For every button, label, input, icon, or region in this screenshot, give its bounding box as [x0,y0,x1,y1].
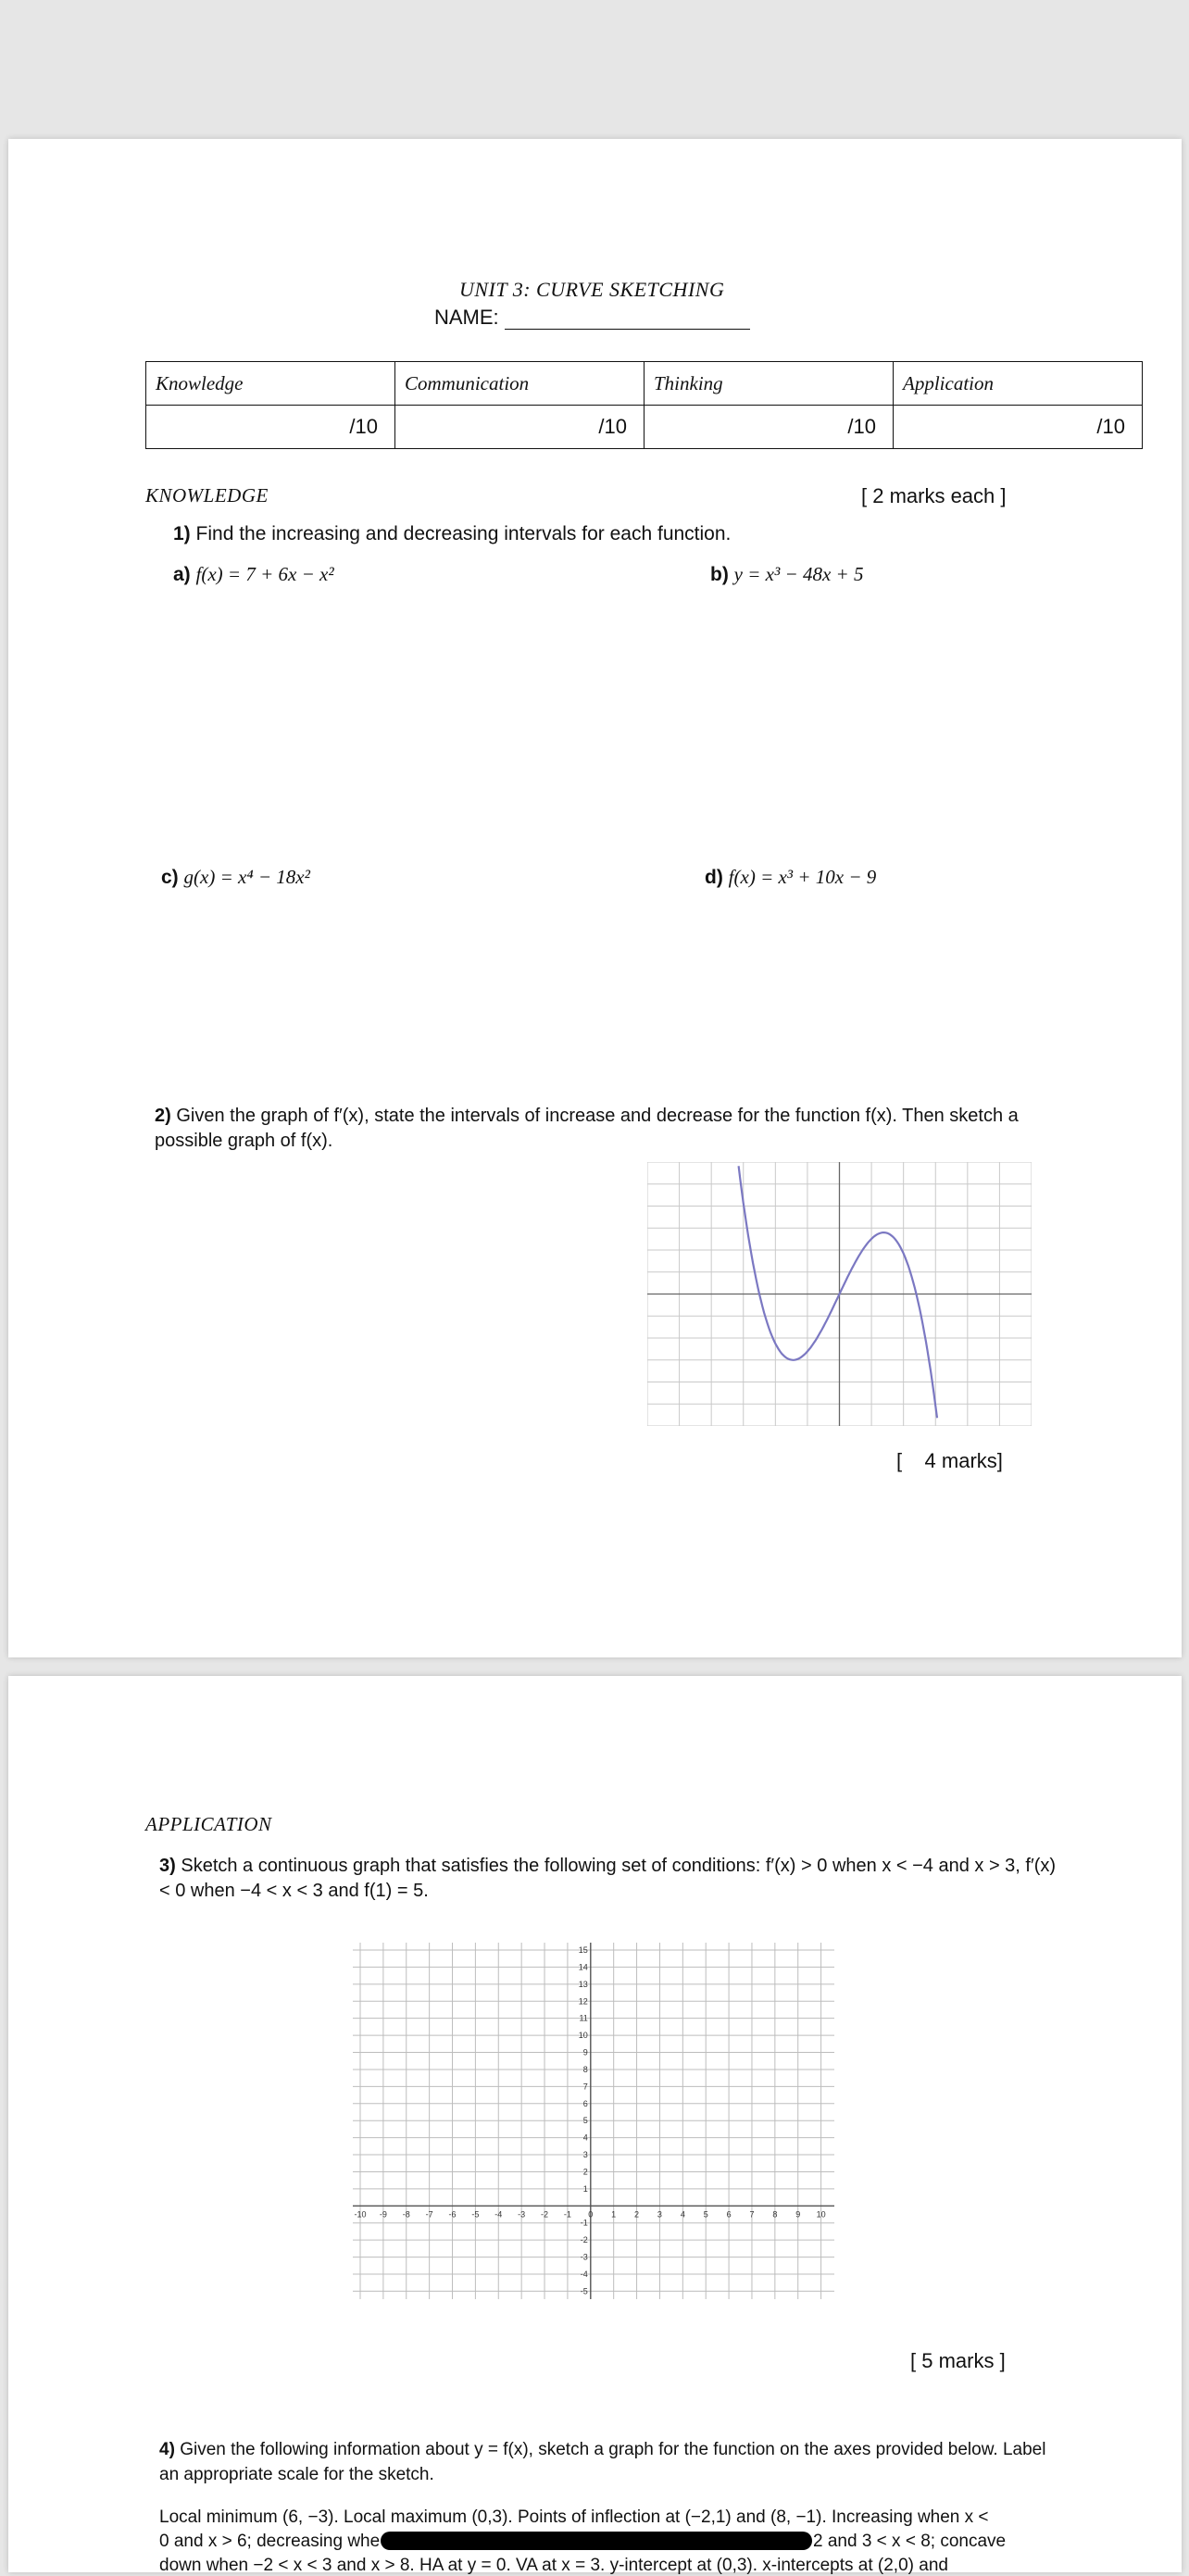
y-tick-label: 14 [578,1962,588,1972]
marks-score-communication: /10 [395,406,645,449]
question-1b-label: b) [710,564,729,585]
question-1c-label: c) [161,867,179,888]
marks-table [145,361,1143,449]
fprime-graph [647,1162,1032,1426]
question-1c-expr: g(x) = x⁴ − 18x² [183,866,310,888]
x-tick-label: -3 [518,2209,526,2220]
y-tick-label: -4 [580,2270,588,2279]
y-tick-label: -5 [580,2286,588,2296]
name-underline [505,310,750,330]
question-3-number: 3) [159,1856,176,1876]
x-tick-label: -6 [448,2209,457,2220]
x-tick-label: 9 [795,2209,801,2220]
question-1-text: Find the increasing and decreasing intervals for each function. [195,523,732,544]
question-3-text: Sketch a continuous graph that satisfies the following set of conditions: f′(x) > 0 when x < −4 and x > 3, f′(x) < 0 when −4 < x < 3 and f(1) = 5. [159,1856,1057,1901]
y-tick-label: -1 [580,2218,588,2228]
application-heading: APPLICATION [145,1813,272,1835]
question-1d-expr: f(x) = x³ + 10x − 9 [728,866,877,888]
question-1b [710,563,863,586]
question-1d-label: d) [705,867,723,888]
y-tick-label: 2 [582,2167,588,2177]
x-tick-label: -4 [494,2209,503,2220]
question-4-number: 4) [159,2440,175,2459]
question-1d [705,866,876,889]
x-tick-label: 5 [703,2209,708,2220]
redaction-mark [381,2532,812,2550]
question-2-marks: [ 4 marks] [896,1449,1003,1472]
question-2-text: Given the graph of f′(x), state the intervals of increase and decrease for the function f(x). Then sketch a possible graph of f(x). [155,1106,1019,1151]
y-tick-label: 6 [582,2098,588,2108]
x-tick-label: 6 [726,2209,732,2220]
x-tick-label: -9 [379,2209,387,2220]
x-tick-label: 3 [657,2209,662,2220]
y-tick-label: 15 [578,1945,588,1955]
question-4 [159,2437,1048,2487]
y-tick-label: 11 [579,2013,588,2023]
question-4-info-line1: Local minimum (6, −3). Local maximum (0,3). Points of inflection at (−2,1) and (8, −1). Increasing when x < [159,2507,989,2527]
y-tick-label: 8 [582,2064,588,2074]
y-tick-label: 13 [578,1979,588,1989]
y-tick-label: 1 [582,2183,588,2194]
question-1c [161,866,310,889]
worksheet-page-1 [8,139,1182,1657]
x-tick-label: -5 [471,2209,480,2220]
worksheet-page-2 [8,1676,1182,2575]
knowledge-marks: [ 2 marks each ] [861,484,1007,507]
question-3-grid [353,1943,834,2299]
y-tick-label: 5 [582,2116,588,2126]
x-tick-label: -8 [402,2209,410,2220]
marks-header-application: Application [894,362,1143,406]
question-4-text: Given the following information about y = f(x), sketch a graph for the function on the axes provided below. Label an appropriate scale for the sketch. [159,2440,1046,2484]
question-3 [159,1854,1067,1904]
x-tick-label: -10 [354,2209,367,2220]
y-tick-label: 10 [578,2031,588,2041]
question-2-number: 2) [155,1106,171,1126]
question-1a-expr: f(x) = 7 + 6x − x² [195,563,334,585]
y-tick-label: -3 [580,2252,588,2262]
question-3-marks: [ 5 marks ] [910,2349,1006,2372]
page-title: UNIT 3: CURVE SKETCHING [459,278,725,301]
x-tick-label: 8 [772,2209,778,2220]
marks-header-communication: Communication [395,362,645,406]
y-tick-label: 4 [582,2132,588,2143]
marks-score-thinking: /10 [645,406,894,449]
x-tick-label: 7 [749,2209,755,2220]
fprime-curve [739,1166,937,1418]
question-1b-expr: y = x³ − 48x + 5 [733,563,864,585]
y-tick-label: 9 [582,2047,588,2057]
question-1-number: 1) [173,523,191,544]
marks-header-thinking: Thinking [645,362,894,406]
y-tick-label: 12 [578,1996,588,2007]
x-tick-label: -2 [541,2209,549,2220]
y-tick-label: 7 [582,2082,588,2092]
question-4-info-line3: down when −2 < x < 3 and x > 8. HA at y = 0. VA at x = 3. y-intercept at (0,3). x-intercepts at (2,0) and [159,2556,948,2575]
question-4-info-line2b: 2 and 3 < x < 8; concave [813,2532,1007,2551]
x-tick-label: 10 [816,2209,826,2220]
question-1 [173,523,731,545]
marks-score-knowledge: /10 [146,406,395,449]
question-2 [155,1104,1053,1154]
marks-header-knowledge: Knowledge [146,362,395,406]
x-tick-label: 1 [611,2209,617,2220]
marks-score-application: /10 [894,406,1143,449]
y-tick-label: -2 [580,2235,588,2245]
question-1a [173,563,334,586]
x-tick-label: -7 [425,2209,433,2220]
question-1a-label: a) [173,564,191,585]
question-4-info-line2a: 0 and x > 6; decreasing whe [159,2532,381,2551]
x-tick-label: 0 [588,2209,594,2220]
x-tick-label: 2 [634,2209,640,2220]
y-tick-label: 3 [582,2150,588,2160]
name-field [434,306,750,330]
x-tick-label: 4 [680,2209,685,2220]
knowledge-heading: KNOWLEDGE [145,484,269,506]
name-label: NAME: [434,306,499,329]
x-tick-label: -1 [563,2209,571,2220]
